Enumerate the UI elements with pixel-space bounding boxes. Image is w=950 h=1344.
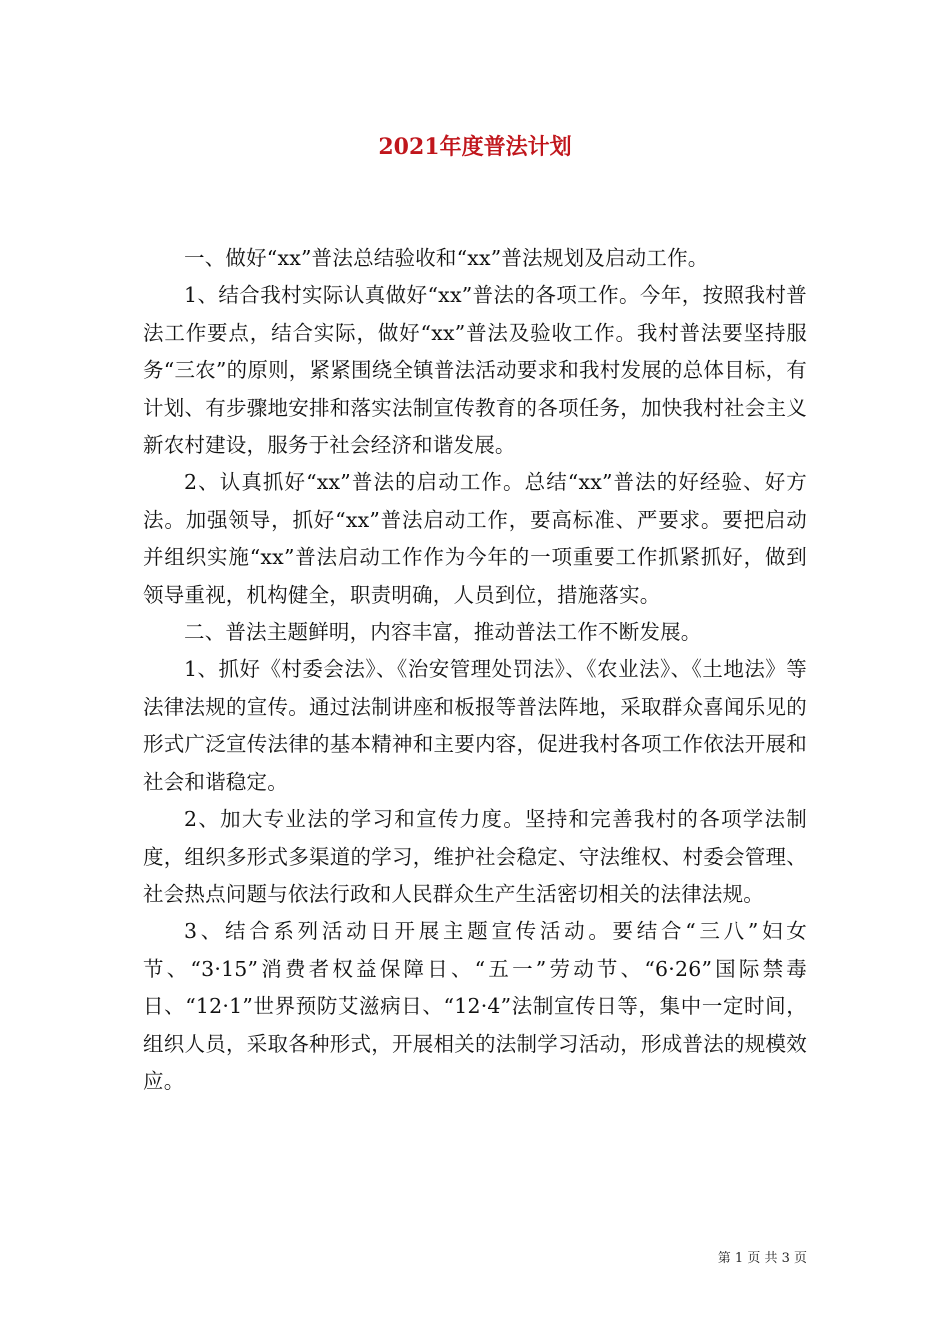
paragraph: 1、结合我村实际认真做好“xx”普法的各项工作。今年，按照我村普法工作要点，结合实际，做好“xx”普法及验收工作。我村普法要坚持服务“三农”的原则，紧紧围绕全镇普法活动要求和我村发展的总体目标，有计划、有步骤地安排和落实法制宣传教育的各项任务，加快我村社会主义新农村建设，服务于社会经济和谐发展。 [143, 283, 807, 458]
paragraph: 3、结合系列活动日开展主题宣传活动。要结合“三八”妇女节、“3·15”消费者权益保障日、“五一”劳动节、“6·26”国际禁毒日、“12·1”世界预防艾滋病日、“12·4”法制宣传日等，集中一定时间，组织人员，采取各种形式，开展相关的法制学习活动，形成普法的规模效应。 [143, 919, 807, 1093]
paragraph: 1、抓好《村委会法》、《治安管理处罚法》、《农业法》、《土地法》等法律法规的宣传。通过法制讲座和板报等普法阵地，采取群众喜闻乐见的形式广泛宣传法律的基本精神和主要内容，促进我村各项工作依法开展和社会和谐稳定。 [143, 657, 807, 794]
paragraph: 2、认真抓好“xx”普法的启动工作。总结“xx”普法的好经验、好方法。加强领导，抓好“xx”普法启动工作，要高标准、严要求。要把启动并组织实施“xx”普法启动工作作为今年的一项重要工作抓紧抓好，做到领导重视，机构健全，职责明确，人员到位，措施落实。 [143, 470, 807, 607]
paragraph: 2、加大专业法的学习和宣传力度。坚持和完善我村的各项学法制度，组织多形式多渠道的学习，维护社会稳定、守法维权、村委会管理、社会热点问题与依法行政和人民群众生产生活密切相关的法律法规。 [143, 807, 807, 906]
page-number-footer: 第 1 页 共 3 页 [717, 1251, 807, 1266]
paragraph: 二、普法主题鲜明，内容丰富，推动普法工作不断发展。 [184, 620, 702, 645]
document-title: 2021年度普法计划 [378, 134, 572, 160]
paragraph: 一、做好“xx”普法总结验收和“xx”普法规划及启动工作。 [184, 246, 709, 270]
document-body [143, 240, 807, 1100]
